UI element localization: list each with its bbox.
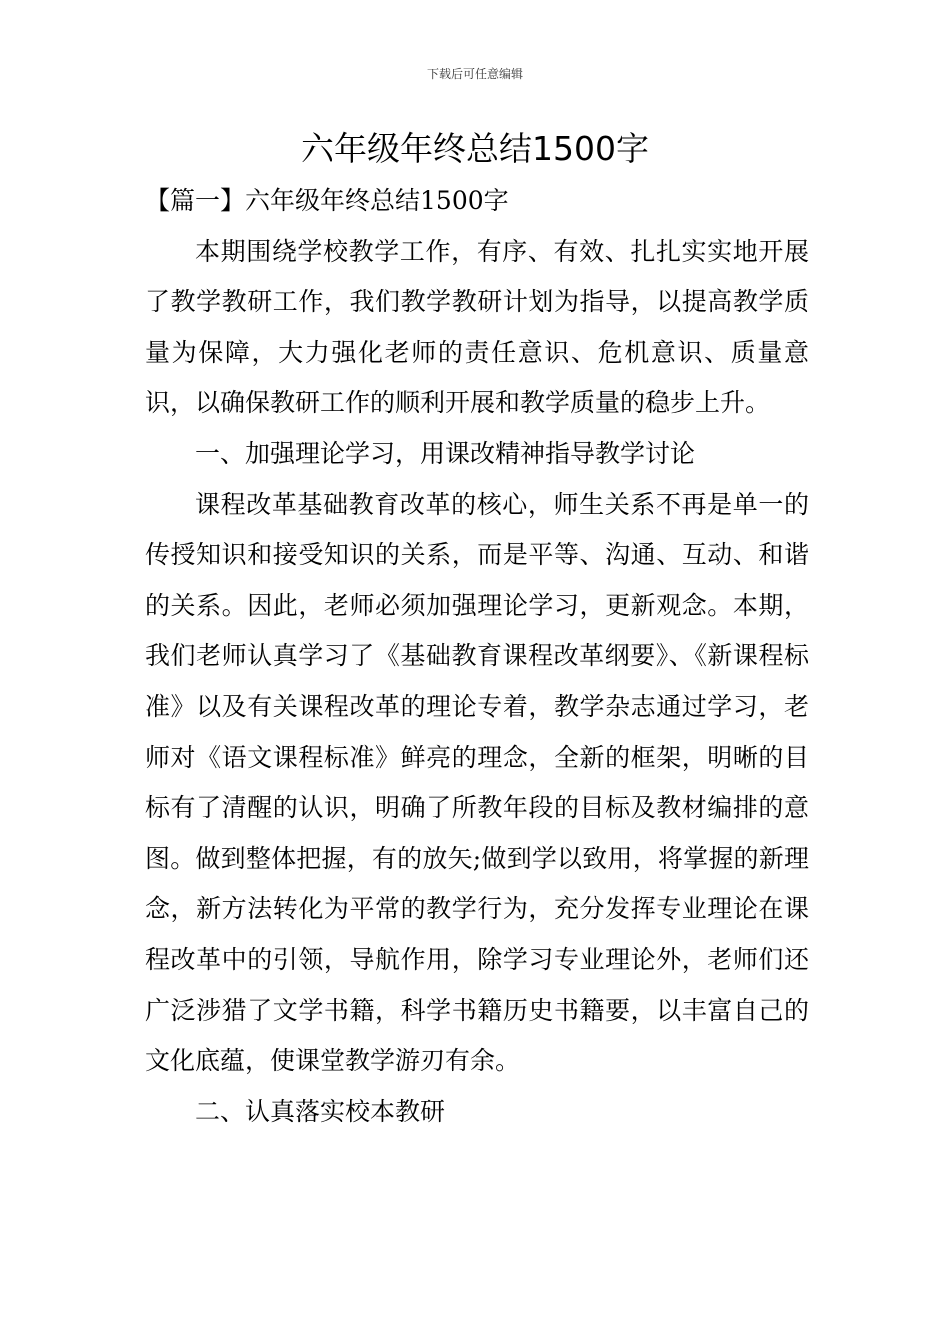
body-paragraph: 课程改革基础教育改革的核心，师生关系不再是单一的传授知识和接受知识的关系，而是平等、沟通、互动、和谐的关系。因此，老师必须加强理论学习，更新观念。本期，我们老师认真学习了《基础教育课程改革纲要》、《新课程标准》以及有关课程改革的理论专着，教学杂志通过学习，老师对《语文课程标准》鲜亮的理念，全新的框架，明晰的目标有了清醒的认识，明确了所教年段的目标及教材编排的意图。做到整体把握，有的放矢;做到学以致用，将掌握的新理念，新方法转化为平常的教学行为，充分发挥专业理论在课程改革中的引领，导航作用，除学习专业理论外，老师们还广泛涉猎了文学书籍，科学书籍历史书籍要，以丰富自己的文化底蕴，使课堂教学游刃有余。 — [145, 489, 809, 1076]
article-subheading: 【篇一】六年级年终总结1500字 — [145, 186, 509, 215]
document-title: 六年级年终总结1500字 — [301, 129, 649, 168]
section-heading: 二、认真落实校本教研 — [195, 1096, 446, 1126]
section-heading: 一、加强理论学习，用课改精神指导教学讨论 — [195, 438, 696, 468]
body-paragraph: 本期围绕学校教学工作，有序、有效、扎扎实实地开展了教学教研工作，我们教学教研计划为指导，以提高教学质量为保障，大力强化老师的责任意识、危机意识、质量意识，以确保教研工作的顺利开展和教学质量的稳步上升。 — [145, 236, 809, 418]
page-header-note: 下载后可任意编辑 — [426, 67, 523, 81]
document-body — [145, 176, 809, 1137]
